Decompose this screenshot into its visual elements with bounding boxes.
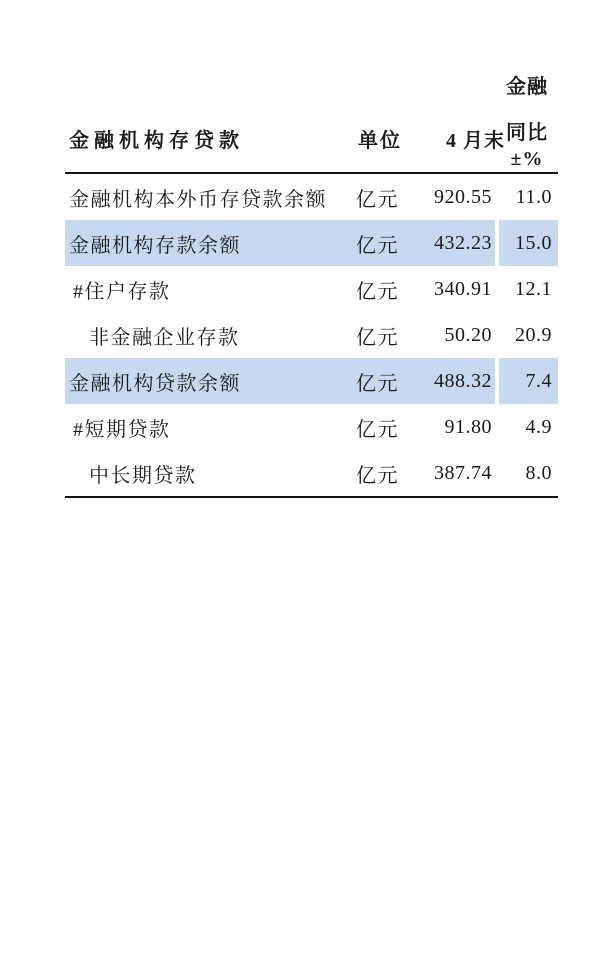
table-row bbox=[65, 174, 558, 220]
table-row bbox=[65, 450, 558, 496]
row-yoy-value: 4.9 bbox=[525, 415, 552, 438]
row-unit-value: 亿元 bbox=[356, 280, 399, 303]
row-yoy-value: 7.4 bbox=[495, 358, 558, 404]
table-row bbox=[65, 312, 558, 358]
row-unit-value: 亿元 bbox=[356, 464, 399, 487]
row-period-value: 91.80 bbox=[444, 415, 492, 438]
header-yoy-line3: ±% bbox=[510, 148, 544, 170]
row-yoy-value: 20.9 bbox=[515, 323, 552, 346]
row-unit-value: 亿元 bbox=[356, 326, 399, 349]
row-yoy-value: 8.0 bbox=[525, 461, 552, 484]
row-period-value: 387.74 bbox=[434, 461, 492, 484]
row-unit-value: 亿元 bbox=[356, 188, 399, 211]
row-item-label: #住户存款 bbox=[73, 280, 171, 303]
header-period-column: 4 月末 bbox=[446, 130, 505, 152]
row-period-value: 920.55 bbox=[434, 185, 492, 208]
table-header-row bbox=[65, 70, 558, 174]
row-period-value: 340.91 bbox=[434, 277, 492, 300]
header-unit-column: 单位 bbox=[358, 130, 402, 152]
table-row bbox=[65, 404, 558, 450]
finance-table bbox=[65, 70, 558, 498]
row-period-value: 488.32 bbox=[405, 358, 495, 404]
row-item-label: #短期贷款 bbox=[73, 418, 171, 441]
header-item-column: 金融机构存贷款 bbox=[69, 130, 244, 152]
row-yoy-value: 15.0 bbox=[495, 220, 558, 266]
row-unit-value: 亿元 bbox=[350, 358, 405, 404]
row-yoy-value: 12.1 bbox=[515, 277, 552, 300]
table-body bbox=[65, 174, 558, 498]
row-period-value: 432.23 bbox=[405, 220, 495, 266]
table-row bbox=[65, 358, 558, 404]
row-unit-value: 亿元 bbox=[350, 220, 405, 266]
row-unit-value: 亿元 bbox=[356, 418, 399, 441]
header-yoy-line1: 金融 bbox=[506, 76, 548, 98]
header-yoy-line2: 同比 bbox=[506, 122, 548, 144]
row-item-label: 金融机构本外币存贷款余额 bbox=[69, 188, 327, 211]
row-item-label: 非金融企业存款 bbox=[89, 326, 240, 349]
row-item-label: 金融机构存款余额 bbox=[65, 220, 350, 266]
table-row bbox=[65, 220, 558, 266]
header-yoy-column bbox=[496, 76, 558, 170]
table-row bbox=[65, 266, 558, 312]
row-item-label: 中长期贷款 bbox=[89, 464, 197, 487]
row-period-value: 50.20 bbox=[444, 323, 492, 346]
row-yoy-value: 11.0 bbox=[515, 185, 552, 208]
row-item-label: 金融机构贷款余额 bbox=[65, 358, 350, 404]
